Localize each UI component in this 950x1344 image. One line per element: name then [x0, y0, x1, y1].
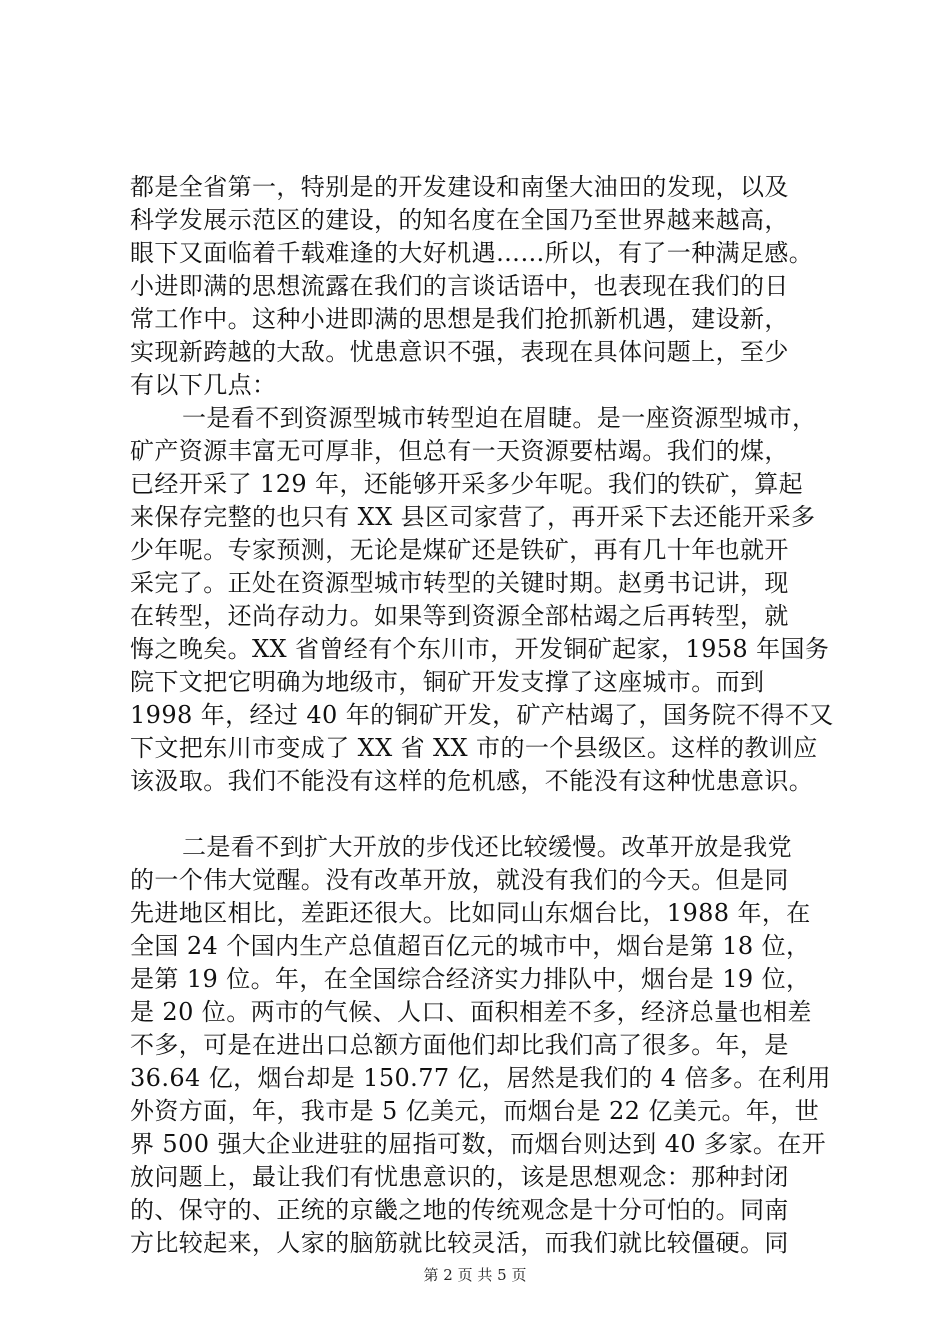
text-line: 全国 24 个国内生产总值超百亿元的城市中，烟台是第 18 位， — [130, 932, 811, 960]
text-line: 该汲取。我们不能没有这样的危机感，不能没有这种忧患意识。 — [130, 767, 814, 795]
text-line: 是第 19 位。年，在全国综合经济实力排队中，烟台是 19 位， — [130, 965, 811, 993]
text-line: 界 500 强大企业进驻的屈指可数，而烟台则达到 40 多家。在开 — [130, 1130, 827, 1158]
page-number-footer: 第 2 页 共 5 页 — [423, 1266, 527, 1284]
paragraph-gap — [130, 798, 835, 831]
text-line: 是 20 位。两市的气候、人口、面积相差不多，经济总量也相差 — [130, 998, 812, 1026]
text-line: 科学发展示范区的建设，的知名度在全国乃至世界越来越高， — [130, 206, 789, 234]
text-line: 的一个伟大觉醒。没有改革开放，就没有我们的今天。但是同 — [130, 866, 789, 894]
text-line: 一是看不到资源型城市转型迫在眉睫。是一座资源型城市， — [182, 404, 817, 432]
text-line: 实现新跨越的大敌。忧患意识不强，表现在具体问题上，至少 — [130, 338, 789, 366]
text-line: 院下文把它明确为地级市，铜矿开发支撑了这座城市。而到 — [130, 668, 765, 696]
text-line: 1998 年，经过 40 年的铜矿开发，矿产枯竭了，国务院不得不又 — [130, 701, 834, 729]
text-line: 都是全省第一，特别是的开发建设和南堡大油田的发现，以及 — [130, 173, 789, 201]
text-line: 先进地区相比，差距还很大。比如同山东烟台比，1988 年，在 — [130, 899, 811, 927]
text-line: 二是看不到扩大开放的步伐还比较缓慢。改革开放是我党 — [182, 833, 792, 861]
text-line: 在转型，还尚存动力。如果等到资源全部枯竭之后再转型，就 — [130, 602, 789, 630]
text-line: 下文把东川市变成了 XX 省 XX 市的一个县级区。这样的教训应 — [130, 734, 818, 762]
paragraph — [130, 831, 835, 1260]
document-body — [130, 171, 835, 1260]
text-line: 有以下几点： — [130, 371, 277, 399]
text-line: 眼下又面临着千载难逢的大好机遇……所以，有了一种满足感。 — [130, 239, 814, 267]
text-line: 已经开采了 129 年，还能够开采多少年呢。我们的铁矿，算起 — [130, 470, 804, 498]
text-line: 方比较起来，人家的脑筋就比较灵活，而我们就比较僵硬。同 — [130, 1229, 789, 1257]
text-line: 来保存完整的也只有 XX 县区司家营了，再开采下去还能开采多 — [130, 503, 816, 531]
text-line: 采完了。正处在资源型城市转型的关键时期。赵勇书记讲，现 — [130, 569, 789, 597]
paragraph — [130, 402, 835, 798]
text-line: 悔之晚矣。XX 省曾经有个东川市，开发铜矿起家，1958 年国务 — [130, 635, 830, 663]
text-line: 不多，可是在进出口总额方面他们却比我们高了很多。年，是 — [130, 1031, 789, 1059]
paragraph — [130, 171, 835, 402]
text-line: 36.64 亿，烟台却是 150.77 亿，居然是我们的 4 倍多。在利用 — [130, 1064, 831, 1092]
text-line: 的、保守的、正统的京畿之地的传统观念是十分可怕的。同南 — [130, 1196, 789, 1224]
text-line: 外资方面，年，我市是 5 亿美元，而烟台是 22 亿美元。年，世 — [130, 1097, 820, 1125]
text-line: 小进即满的思想流露在我们的言谈话语中，也表现在我们的日 — [130, 272, 789, 300]
text-line: 常工作中。这种小进即满的思想是我们抢抓新机遇，建设新， — [130, 305, 789, 333]
text-line: 矿产资源丰富无可厚非，但总有一天资源要枯竭。我们的煤， — [130, 437, 789, 465]
text-line: 放问题上，最让我们有忧患意识的，该是思想观念：那种封闭 — [130, 1163, 789, 1191]
text-line: 少年呢。专家预测，无论是煤矿还是铁矿，再有几十年也就开 — [130, 536, 789, 564]
